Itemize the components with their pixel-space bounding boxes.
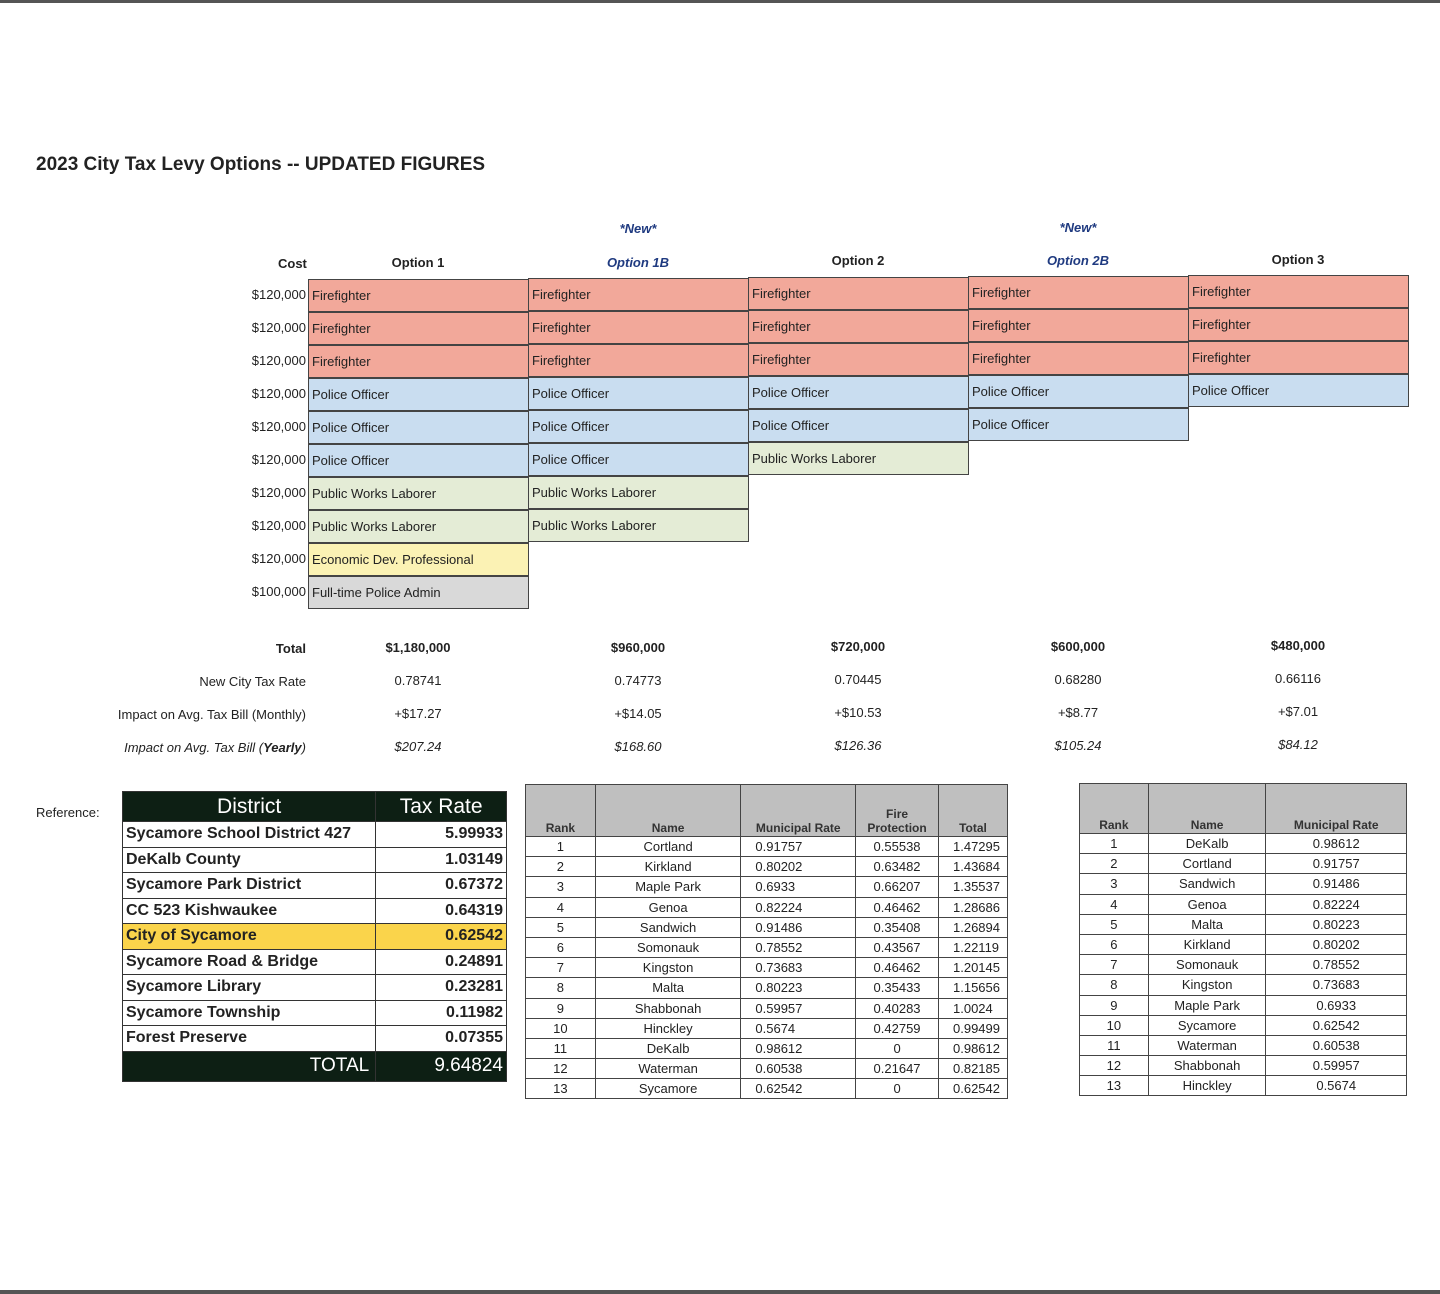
new-rate-value: 0.66116 bbox=[1274, 671, 1322, 686]
district-row bbox=[123, 898, 507, 924]
total-cell: 1.20145 bbox=[939, 958, 1008, 978]
name-cell: Kirkland bbox=[1148, 934, 1266, 954]
rank-row bbox=[1080, 894, 1407, 914]
name-cell: Somonauk bbox=[595, 937, 741, 957]
district-row bbox=[123, 1000, 507, 1026]
name-cell: Waterman bbox=[595, 1059, 741, 1079]
rank-cell: 1 bbox=[526, 837, 596, 857]
municipal-rate-header: Municipal Rate bbox=[1266, 784, 1407, 834]
name-cell: Hinckley bbox=[1148, 1076, 1266, 1096]
name-cell: Sandwich bbox=[1148, 874, 1266, 894]
cost-value: $120,000 bbox=[251, 518, 306, 533]
total-cell: 0.62542 bbox=[939, 1079, 1008, 1099]
total-cell: 1.47295 bbox=[939, 837, 1008, 857]
district-total-value: 9.64824 bbox=[376, 1051, 507, 1081]
rank-row bbox=[1080, 834, 1407, 854]
rank-cell: 10 bbox=[1080, 1015, 1149, 1035]
rank-row bbox=[526, 1059, 1008, 1079]
new-rate-label: New City Tax Rate bbox=[199, 674, 306, 689]
rank-row bbox=[1080, 995, 1407, 1015]
rank-cell: 12 bbox=[1080, 1056, 1149, 1076]
total-value: $600,000 bbox=[1050, 638, 1106, 654]
cost-value: $120,000 bbox=[251, 551, 306, 566]
name-cell: Maple Park bbox=[595, 877, 741, 897]
position-cell-police-officer: Police Officer bbox=[528, 443, 749, 476]
rank-cell: 10 bbox=[526, 1018, 596, 1038]
district-total-label: TOTAL bbox=[123, 1051, 376, 1081]
rank-row bbox=[1080, 874, 1407, 894]
municipal-rate-cell: 0.80223 bbox=[741, 978, 856, 998]
position-cell-firefighter: Firefighter bbox=[968, 309, 1189, 342]
rank-row bbox=[526, 897, 1008, 917]
municipal-rate-cell: 0.82224 bbox=[741, 897, 856, 917]
rank-row bbox=[526, 958, 1008, 978]
yearly-label-prefix: Impact on Avg. Tax Bill ( bbox=[124, 740, 264, 755]
position-cell-firefighter: Firefighter bbox=[968, 342, 1189, 375]
total-cell: 0.82185 bbox=[939, 1059, 1008, 1079]
position-cell-firefighter: Firefighter bbox=[528, 311, 749, 344]
municipal-rate-cell: 0.62542 bbox=[741, 1079, 856, 1099]
cost-value: $120,000 bbox=[251, 353, 306, 368]
rank-cell: 1 bbox=[1080, 834, 1149, 854]
municipal-rate-cell: 0.5674 bbox=[741, 1018, 856, 1038]
rank-row bbox=[1080, 1015, 1407, 1035]
total-cell: 0.98612 bbox=[939, 1038, 1008, 1058]
name-cell: Sycamore bbox=[1148, 1015, 1266, 1035]
total-cell: 1.43684 bbox=[939, 857, 1008, 877]
municipal-rate-cell: 0.5674 bbox=[1266, 1076, 1407, 1096]
municipal-rate-cell: 0.59957 bbox=[1266, 1056, 1407, 1076]
monthly-impact-value: +$7.01 bbox=[1277, 704, 1319, 719]
municipal-rate-cell: 0.91757 bbox=[1266, 854, 1407, 874]
rank-cell: 5 bbox=[526, 917, 596, 937]
rank-cell: 7 bbox=[526, 958, 596, 978]
option-2-header: Option 2 bbox=[831, 253, 885, 268]
fire-protection-cell: 0.35433 bbox=[856, 978, 939, 998]
name-cell: Malta bbox=[1148, 914, 1266, 934]
rank-header: Rank bbox=[1080, 784, 1149, 834]
yearly-impact-value: $168.60 bbox=[614, 738, 662, 754]
position-cell-police-officer: Police Officer bbox=[748, 376, 969, 409]
rank-cell: 7 bbox=[1080, 955, 1149, 975]
district-tax-rate: 0.11982 bbox=[376, 1000, 507, 1026]
position-cell-firefighter: Firefighter bbox=[1188, 341, 1409, 374]
rank-row bbox=[1080, 975, 1407, 995]
position-cell-public-works-laborer: Public Works Laborer bbox=[528, 476, 749, 509]
position-cell-firefighter: Firefighter bbox=[1188, 275, 1409, 308]
name-cell: Maple Park bbox=[1148, 995, 1266, 1015]
rank-row bbox=[526, 937, 1008, 957]
rank-cell: 2 bbox=[1080, 854, 1149, 874]
rank-cell: 13 bbox=[1080, 1076, 1149, 1096]
yearly-impact-label bbox=[60, 740, 306, 755]
fire-protection-cell: 0.46462 bbox=[856, 897, 939, 917]
municipal-rate-cell: 0.80202 bbox=[1266, 934, 1407, 954]
rank-row bbox=[1080, 934, 1407, 954]
yearly-label-bold: Yearly bbox=[263, 740, 302, 755]
bottom-border bbox=[0, 1290, 1440, 1294]
position-cell-firefighter: Firefighter bbox=[968, 276, 1189, 309]
rank-row bbox=[1080, 1076, 1407, 1096]
name-cell: Malta bbox=[595, 978, 741, 998]
total-value: $960,000 bbox=[610, 639, 666, 655]
rank-cell: 11 bbox=[1080, 1035, 1149, 1055]
name-cell: Sandwich bbox=[595, 917, 741, 937]
district-name: Sycamore School District 427 bbox=[123, 822, 376, 848]
municipal-rate-cell: 0.80223 bbox=[1266, 914, 1407, 934]
cost-value: $120,000 bbox=[251, 419, 306, 434]
district-row bbox=[123, 1026, 507, 1052]
municipal-rate-cell: 0.60538 bbox=[741, 1059, 856, 1079]
page-title: 2023 City Tax Levy Options -- UPDATED FIGURES bbox=[36, 154, 486, 175]
fire-protection-cell: 0 bbox=[856, 1038, 939, 1058]
district-row bbox=[123, 975, 507, 1001]
rank-total-table bbox=[525, 784, 1008, 1099]
municipal-rate-cell: 0.60538 bbox=[1266, 1035, 1407, 1055]
monthly-impact-value: +$8.77 bbox=[1057, 704, 1099, 720]
district-row bbox=[123, 873, 507, 899]
district-table-header bbox=[123, 792, 507, 822]
name-cell: Shabbonah bbox=[595, 998, 741, 1018]
option-3-header: Option 3 bbox=[1271, 252, 1325, 267]
name-header: Name bbox=[1148, 784, 1266, 834]
fire-protection-cell: 0.66207 bbox=[856, 877, 939, 897]
name-cell: Cortland bbox=[595, 837, 741, 857]
total-cell: 1.35537 bbox=[939, 877, 1008, 897]
name-cell: Kingston bbox=[595, 958, 741, 978]
rank-cell: 6 bbox=[1080, 934, 1149, 954]
position-cell-police-officer: Police Officer bbox=[308, 411, 529, 444]
total-cell: 1.26894 bbox=[939, 917, 1008, 937]
cost-value: $120,000 bbox=[251, 386, 306, 401]
district-name: DeKalb County bbox=[123, 847, 376, 873]
position-cell-police-officer: Police Officer bbox=[748, 409, 969, 442]
total-label: Total bbox=[275, 641, 306, 656]
district-tax-rate-table bbox=[122, 791, 507, 1082]
name-cell: Somonauk bbox=[1148, 955, 1266, 975]
district-tax-rate: 0.67372 bbox=[376, 873, 507, 899]
rank-row bbox=[526, 837, 1008, 857]
position-cell-public-works-laborer: Public Works Laborer bbox=[748, 442, 969, 475]
name-cell: Genoa bbox=[595, 897, 741, 917]
total-cell: 1.22119 bbox=[939, 937, 1008, 957]
rank-row bbox=[1080, 955, 1407, 975]
rank-row bbox=[526, 877, 1008, 897]
monthly-impact-value: +$14.05 bbox=[614, 705, 662, 721]
position-cell-police-officer: Police Officer bbox=[968, 375, 1189, 408]
district-tax-rate: 0.23281 bbox=[376, 975, 507, 1001]
position-cell-public-works-laborer: Public Works Laborer bbox=[528, 509, 749, 542]
name-cell: DeKalb bbox=[595, 1038, 741, 1058]
option-2b-new-badge: *New* bbox=[1059, 220, 1097, 235]
name-cell: DeKalb bbox=[1148, 834, 1266, 854]
yearly-impact-value: $105.24 bbox=[1054, 737, 1102, 753]
total-cell: 1.0024 bbox=[939, 998, 1008, 1018]
rank-cell: 4 bbox=[1080, 894, 1149, 914]
position-cell-economic-dev-professional: Economic Dev. Professional bbox=[308, 543, 529, 576]
name-cell: Waterman bbox=[1148, 1035, 1266, 1055]
rank-cell: 3 bbox=[526, 877, 596, 897]
position-cell-police-officer: Police Officer bbox=[528, 410, 749, 443]
monthly-impact-value: +$10.53 bbox=[834, 705, 882, 720]
name-cell: Cortland bbox=[1148, 854, 1266, 874]
municipal-rate-cell: 0.73683 bbox=[741, 958, 856, 978]
rank-header: Rank bbox=[526, 785, 596, 837]
district-row bbox=[123, 822, 507, 848]
district-tax-rate: 0.24891 bbox=[376, 949, 507, 975]
municipal-rate-cell: 0.98612 bbox=[741, 1038, 856, 1058]
rank-cell: 9 bbox=[526, 998, 596, 1018]
rank-row bbox=[526, 917, 1008, 937]
rank-row bbox=[526, 978, 1008, 998]
district-total-row bbox=[123, 1051, 507, 1081]
rank-cell: 3 bbox=[1080, 874, 1149, 894]
position-cell-firefighter: Firefighter bbox=[528, 278, 749, 311]
municipal-rate-cell: 0.80202 bbox=[741, 857, 856, 877]
position-cell-police-officer: Police Officer bbox=[1188, 374, 1409, 407]
rank-row bbox=[1080, 1056, 1407, 1076]
rank-row bbox=[1080, 914, 1407, 934]
district-tax-rate: 1.03149 bbox=[376, 847, 507, 873]
cost-value: $100,000 bbox=[251, 584, 306, 599]
municipal-rate-cell: 0.82224 bbox=[1266, 894, 1407, 914]
cost-value: $120,000 bbox=[251, 320, 306, 335]
position-cell-firefighter: Firefighter bbox=[308, 312, 529, 345]
rank-cell: 2 bbox=[526, 857, 596, 877]
yearly-impact-value: $126.36 bbox=[834, 738, 882, 753]
cost-header: Cost bbox=[278, 256, 307, 271]
name-cell: Genoa bbox=[1148, 894, 1266, 914]
rank-row bbox=[526, 1079, 1008, 1099]
district-row bbox=[123, 949, 507, 975]
position-cell-firefighter: Firefighter bbox=[748, 310, 969, 343]
district-name: Sycamore Library bbox=[123, 975, 376, 1001]
district-row bbox=[123, 847, 507, 873]
municipal-rate-cell: 0.98612 bbox=[1266, 834, 1407, 854]
district-name: City of Sycamore bbox=[123, 924, 376, 950]
fire-protection-cell: 0.46462 bbox=[856, 958, 939, 978]
option-1b-header: Option 1B bbox=[606, 255, 670, 270]
yearly-impact-value: $84.12 bbox=[1278, 737, 1318, 752]
rank-cell: 9 bbox=[1080, 995, 1149, 1015]
position-cell-firefighter: Firefighter bbox=[528, 344, 749, 377]
district-tax-rate: 5.99933 bbox=[376, 822, 507, 848]
name-cell: Shabbonah bbox=[1148, 1056, 1266, 1076]
reference-label: Reference: bbox=[36, 805, 100, 820]
municipal-rate-cell: 0.73683 bbox=[1266, 975, 1407, 995]
yearly-impact-value: $207.24 bbox=[394, 739, 442, 754]
position-cell-firefighter: Firefighter bbox=[748, 343, 969, 376]
rank-row bbox=[1080, 1035, 1407, 1055]
option-1-header: Option 1 bbox=[391, 255, 445, 270]
district-name: CC 523 Kishwaukee bbox=[123, 898, 376, 924]
district-tax-rate: 0.62542 bbox=[376, 924, 507, 950]
municipal-rate-cell: 0.78552 bbox=[741, 937, 856, 957]
fire-protection-cell: 0.35408 bbox=[856, 917, 939, 937]
cost-value: $120,000 bbox=[251, 485, 306, 500]
total-value: $480,000 bbox=[1270, 638, 1326, 653]
total-cell: 1.15656 bbox=[939, 978, 1008, 998]
option-2b-header: Option 2B bbox=[1046, 253, 1110, 268]
district-name: Forest Preserve bbox=[123, 1026, 376, 1052]
district-row bbox=[123, 924, 507, 950]
fire-protection-cell: 0 bbox=[856, 1079, 939, 1099]
position-cell-police-admin: Full-time Police Admin bbox=[308, 576, 529, 609]
name-cell: Hinckley bbox=[595, 1018, 741, 1038]
position-cell-police-officer: Police Officer bbox=[308, 444, 529, 477]
position-cell-firefighter: Firefighter bbox=[1188, 308, 1409, 341]
rank-row bbox=[526, 1018, 1008, 1038]
rank-table-2-header bbox=[1080, 784, 1407, 834]
rank-cell: 12 bbox=[526, 1059, 596, 1079]
rank-row bbox=[526, 1038, 1008, 1058]
monthly-impact-value: +$17.27 bbox=[394, 706, 442, 721]
rank-municipal-table bbox=[1079, 783, 1407, 1096]
option-1b-new-badge: *New* bbox=[619, 221, 657, 236]
total-value: $1,180,000 bbox=[385, 640, 451, 655]
district-name: Sycamore Township bbox=[123, 1000, 376, 1026]
cost-value: $120,000 bbox=[251, 287, 306, 302]
district-header: District bbox=[123, 792, 376, 822]
municipal-rate-cell: 0.91757 bbox=[741, 837, 856, 857]
municipal-rate-cell: 0.6933 bbox=[1266, 995, 1407, 1015]
total-value: $720,000 bbox=[830, 639, 886, 654]
position-cell-public-works-laborer: Public Works Laborer bbox=[308, 477, 529, 510]
cost-value: $120,000 bbox=[251, 452, 306, 467]
new-rate-value: 0.70445 bbox=[834, 672, 882, 687]
district-name: Sycamore Park District bbox=[123, 873, 376, 899]
total-cell: 1.28686 bbox=[939, 897, 1008, 917]
new-rate-value: 0.74773 bbox=[614, 672, 662, 688]
name-header: Name bbox=[595, 785, 741, 837]
position-cell-police-officer: Police Officer bbox=[308, 378, 529, 411]
monthly-impact-label: Impact on Avg. Tax Bill (Monthly) bbox=[117, 707, 306, 722]
municipal-rate-cell: 0.91486 bbox=[741, 917, 856, 937]
municipal-rate-cell: 0.78552 bbox=[1266, 955, 1407, 975]
fire-protection-cell: 0.63482 bbox=[856, 857, 939, 877]
fire-protection-cell: 0.42759 bbox=[856, 1018, 939, 1038]
fire-protection-cell: 0.21647 bbox=[856, 1059, 939, 1079]
district-tax-rate: 0.64319 bbox=[376, 898, 507, 924]
rank-row bbox=[1080, 854, 1407, 874]
position-cell-police-officer: Police Officer bbox=[528, 377, 749, 410]
tax-rate-header: Tax Rate bbox=[376, 792, 507, 822]
top-border bbox=[0, 0, 1440, 3]
position-cell-public-works-laborer: Public Works Laborer bbox=[308, 510, 529, 543]
district-name: Sycamore Road & Bridge bbox=[123, 949, 376, 975]
municipal-rate-cell: 0.59957 bbox=[741, 998, 856, 1018]
yearly-label-suffix: ) bbox=[301, 740, 306, 755]
municipal-rate-cell: 0.6933 bbox=[741, 877, 856, 897]
rank-cell: 11 bbox=[526, 1038, 596, 1058]
district-tax-rate: 0.07355 bbox=[376, 1026, 507, 1052]
rank-row bbox=[526, 998, 1008, 1018]
fire-protection-cell: 0.40283 bbox=[856, 998, 939, 1018]
fire-protection-cell: 0.43567 bbox=[856, 937, 939, 957]
rank-cell: 8 bbox=[526, 978, 596, 998]
name-cell: Kirkland bbox=[595, 857, 741, 877]
rank-cell: 8 bbox=[1080, 975, 1149, 995]
new-rate-value: 0.78741 bbox=[394, 673, 442, 688]
new-rate-value: 0.68280 bbox=[1054, 671, 1102, 687]
position-cell-police-officer: Police Officer bbox=[968, 408, 1189, 441]
name-cell: Sycamore bbox=[595, 1079, 741, 1099]
name-cell: Kingston bbox=[1148, 975, 1266, 995]
rank-table-1-header bbox=[526, 785, 1008, 837]
rank-cell: 6 bbox=[526, 937, 596, 957]
rank-cell: 5 bbox=[1080, 914, 1149, 934]
position-cell-firefighter: Firefighter bbox=[308, 279, 529, 312]
municipal-rate-cell: 0.91486 bbox=[1266, 874, 1407, 894]
fire-protection-header: Fire Protection bbox=[856, 785, 939, 837]
rank-cell: 13 bbox=[526, 1079, 596, 1099]
total-cell: 0.99499 bbox=[939, 1018, 1008, 1038]
fire-protection-cell: 0.55538 bbox=[856, 837, 939, 857]
municipal-rate-header: Municipal Rate bbox=[741, 785, 856, 837]
total-header: Total bbox=[939, 785, 1008, 837]
position-cell-firefighter: Firefighter bbox=[748, 277, 969, 310]
rank-row bbox=[526, 857, 1008, 877]
rank-cell: 4 bbox=[526, 897, 596, 917]
position-cell-firefighter: Firefighter bbox=[308, 345, 529, 378]
municipal-rate-cell: 0.62542 bbox=[1266, 1015, 1407, 1035]
